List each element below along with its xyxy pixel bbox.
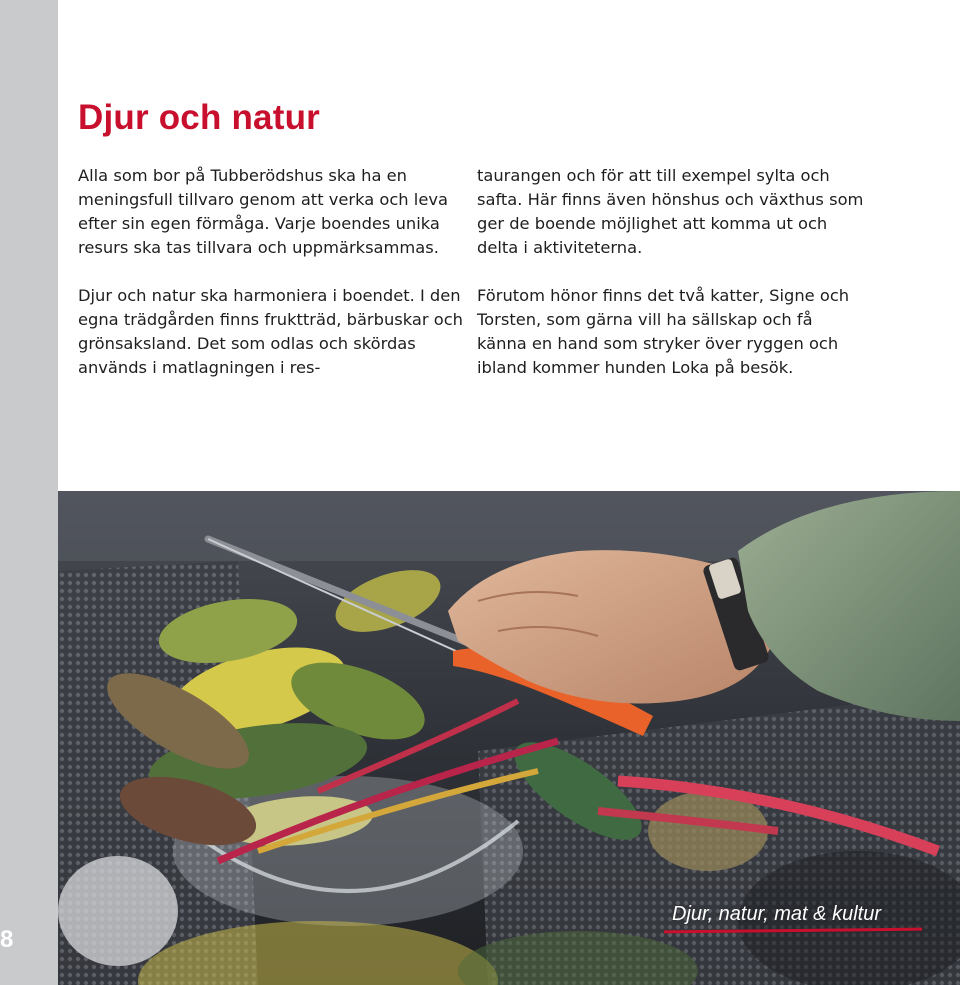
paragraph: Alla som bor på Tubberödshus ska ha en meningsfull tillvaro genom att verka och leva efter sin egen förmåga. Varje boendes unika resurs ska tas tillvara och uppmärksammas. [78, 166, 448, 257]
photo-caption: Djur, natur, mat & kultur [672, 903, 881, 925]
page-title: Djur och natur [78, 98, 320, 137]
text-column-right [477, 164, 867, 404]
paragraph: Djur och natur ska harmoniera i boendet. I den egna trädgården finns fruktträd, bärbuskar och grönsaksland. Det som odlas och skördas används i matlagningen i res- [78, 286, 463, 377]
page-number: 8 [0, 926, 14, 953]
side-band [0, 0, 58, 985]
paragraph: Förutom hönor finns det två katter, Signe och Torsten, som gärna vill ha sällskap och få känna en hand som stryker över ryggen och ibland kommer hunden Loka på besök. [477, 286, 850, 377]
paragraph: taurangen och för att till exempel sylta och safta. Här finns även hönshus och växthus som ger de boende möjlighet att komma ut och delta i aktiviteterna. [477, 166, 864, 257]
text-column-left [78, 164, 463, 404]
